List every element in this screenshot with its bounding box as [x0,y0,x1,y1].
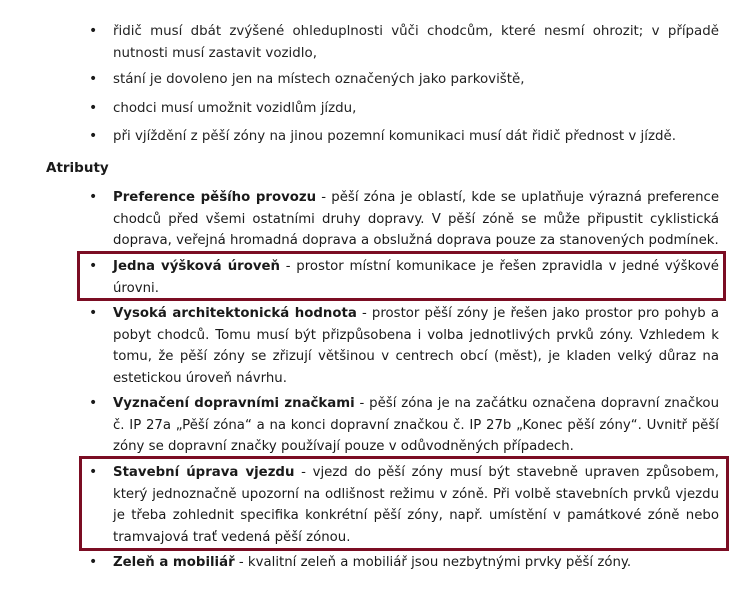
intro-bullet-text: chodci musí umožnit vozidlům jízdu, [113,101,357,116]
bullet-dot: • [89,395,98,411]
attribute-item-entrance-design [89,462,719,548]
intro-bullet-3 [89,98,719,120]
bullet-dot: • [89,258,98,274]
bullet-dot: • [89,128,98,144]
attribute-description: - kvalitní zeleň a mobiliář jsou nezbytnými prvky pěší zóny. [234,555,632,570]
attribute-item-pedestrian-preference [89,187,719,252]
bullet-dot: • [89,100,98,116]
attribute-text [113,256,719,299]
attribute-text [113,552,719,574]
intro-bullet-text: řidič musí dbát zvýšené ohleduplnosti vůči chodcům, které nesmí ohrozit; v případě nutnosti musí zastavit vozidlo, [113,24,719,61]
attribute-item-single-height-level [89,256,719,299]
bullet-dot: • [89,23,98,39]
attribute-term: Vyznačení dopravními značkami [113,396,355,411]
bullet-dot: • [89,464,98,480]
attribute-term: Vysoká architektonická hodnota [113,306,357,321]
bullet-dot: • [89,71,98,87]
attribute-description: - prostor pěší zóny je řešen jako prostor pro pohyb a pobyt chodců. Tomu musí být přizpůsobena i volba jednotlivých prvků zóny. Vzhledem k tomu, že pěší zóny se zřizují většinou v centrech obcí (měst), je kladen velký důraz na estetickou úroveň návrhu. [113,306,719,386]
attribute-text [113,462,719,548]
intro-bullet-text: stání je dovoleno jen na místech označených jako parkoviště, [113,72,525,87]
intro-bullet-1 [89,21,719,64]
intro-bullet-4 [89,126,719,148]
attribute-text [113,187,719,252]
attribute-term: Stavební úprava vjezdu [113,465,295,480]
attribute-description: - pěší zóna je na začátku označena dopravní značkou č. IP 27a „Pěší zóna“ a na konci dopravní značkou č. IP 27b „Konec pěší zóny“. Uvnitř pěší zóny se dopravní značky používají pouze v odůvodněných případech. [113,396,719,454]
attribute-item-traffic-signs [89,393,719,458]
attribute-term: Zeleň a mobiliář [113,555,235,570]
attribute-item-architectural-value [89,303,719,389]
attribute-description: - vjezd do pěší zóny musí být stavebně upraven způsobem, který jednoznačně upozorní na odlišnost režimu v zóně. Při volbě stavebních prvků vjezdu je třeba zohlednit specifika konkrétní pěší zóny, např. umístění v památkové zóně nebo tramvajová trať vedená pěší zónou. [113,465,719,545]
attribute-description: - pěší zóna je oblastí, kde se uplatňuje výrazná preference chodců před všemi ostatními druhy dopravy. V pěší zóně se může připustit cyklistická doprava, veřejná hromadná doprava a obslužná doprava pouze za stanovených podmínek. [113,190,720,248]
attribute-term: Preference pěšího provozu [113,190,317,205]
intro-bullet-2 [89,69,719,91]
attribute-description: - prostor místní komunikace je řešen zpravidla v jedné výškové úrovni. [113,259,719,296]
attribute-term: Jedna výšková úroveň [113,259,281,274]
bullet-dot: • [89,305,98,321]
bullet-dot: • [89,554,98,570]
section-heading: Atributy [46,160,109,176]
attribute-text [113,393,719,458]
attribute-item-greenery-furniture [89,552,719,574]
bullet-dot: • [89,189,98,205]
attribute-text [113,303,719,389]
intro-bullet-text: při vjíždění z pěší zóny na jinou pozemní komunikaci musí dát řidič přednost v jízdě. [113,129,677,144]
